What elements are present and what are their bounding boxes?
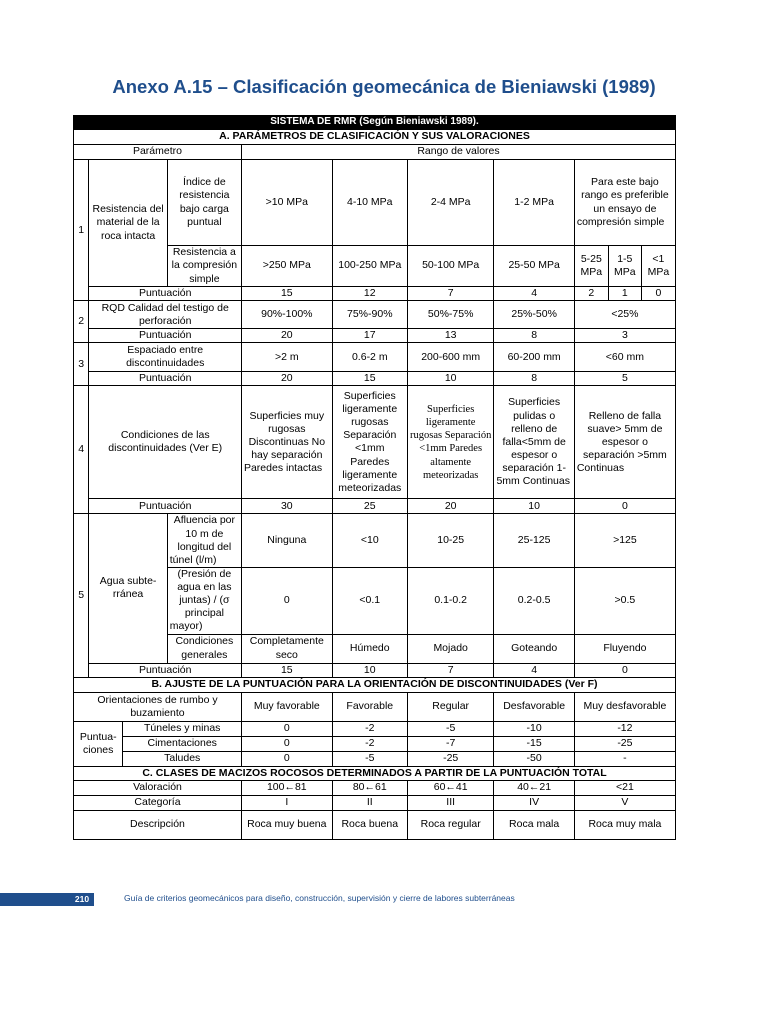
param-3-name: Espaciado entre discontinuidades xyxy=(89,343,242,372)
param-5-name: Agua subte-rránea xyxy=(89,514,167,663)
section-b-value: -25 xyxy=(407,751,494,766)
param-3-puntuacion-label: Puntuación xyxy=(89,372,242,386)
section-b-value: -50 xyxy=(494,751,574,766)
param-1-name: Resistencia del material de la roca intacta xyxy=(89,160,167,287)
param-1-score: 4 xyxy=(494,287,574,301)
param-3-score: 5 xyxy=(574,372,675,386)
param-1-number: 1 xyxy=(74,160,89,301)
section-b-value: -2 xyxy=(332,721,407,736)
param-3-score: 8 xyxy=(494,372,574,386)
param-1-sub2-value: >250 MPa xyxy=(241,246,332,287)
param-3-value: <60 mm xyxy=(574,343,675,372)
section-c-value: Roca mala xyxy=(494,810,574,839)
param-5-value: Húmedo xyxy=(332,634,407,663)
param-1-sub2-value: <1 MPa xyxy=(641,246,675,287)
param-4-number: 4 xyxy=(74,386,89,514)
param-5-value: >125 xyxy=(574,514,675,568)
rmr-table xyxy=(73,115,676,840)
section-b-value: -7 xyxy=(407,736,494,751)
param-3-value: >2 m xyxy=(241,343,332,372)
param-1-sub1-value: 1-2 MPa xyxy=(494,160,574,246)
param-4-score: 20 xyxy=(407,499,494,514)
param-1-sub2-value: 100-250 MPa xyxy=(332,246,407,287)
section-b-col: Desfavorable xyxy=(494,692,574,721)
param-4-value: Superficies muy rugosas Discontinuas No hay separación Paredes intactas xyxy=(241,386,332,499)
param-4-value: Relleno de falla suave> 5mm de espesor o separación >5mm Continuas xyxy=(574,386,675,499)
section-b-col: Favorable xyxy=(332,692,407,721)
section-c-value: III xyxy=(407,795,494,810)
section-b-col: Regular xyxy=(407,692,494,721)
param-1-score: 1 xyxy=(608,287,641,301)
section-b-col: Muy favorable xyxy=(241,692,332,721)
section-b-value: -12 xyxy=(574,721,675,736)
section-a-title: A. PARÁMETROS DE CLASIFICACIÓN Y SUS VALORACIONES xyxy=(74,130,676,145)
param-5-value: Goteando xyxy=(494,634,574,663)
section-b-value: 0 xyxy=(241,721,332,736)
section-b-value: -25 xyxy=(574,736,675,751)
section-b-value: 0 xyxy=(241,751,332,766)
param-5-value: Ninguna xyxy=(241,514,332,568)
section-b-value: 0 xyxy=(241,736,332,751)
param-1-sub1-value: 2-4 MPa xyxy=(407,160,494,246)
param-1-sub2-value: 1-5 MPa xyxy=(608,246,641,287)
footer-text: Guía de criterios geomecánicos para diseño, construcción, supervisión y cierre de labores subterráneas xyxy=(124,893,515,903)
param-5-row-label: (Presión de agua en las juntas) / (σ principal mayor) xyxy=(167,567,241,634)
param-2-value: 75%-90% xyxy=(332,301,407,329)
param-4-score: 10 xyxy=(494,499,574,514)
param-4-name: Condiciones de las discontinuidades (Ver E) xyxy=(89,386,242,499)
section-c-value: 80←61 xyxy=(332,780,407,795)
param-5-number: 5 xyxy=(74,514,89,677)
table-header: SISTEMA DE RMR (Según Bieniawski 1989). xyxy=(74,116,676,130)
param-5-score: 7 xyxy=(407,663,494,677)
section-c-value: <21 xyxy=(574,780,675,795)
page-number: 210 xyxy=(74,894,90,904)
param-5-value: Mojado xyxy=(407,634,494,663)
param-4-score: 30 xyxy=(241,499,332,514)
section-c-value: 40←21 xyxy=(494,780,574,795)
section-c-title: C. CLASES DE MACIZOS ROCOSOS DETERMINADOS A PARTIR DE LA PUNTUACIÓN TOTAL xyxy=(74,766,676,780)
section-c-value: V xyxy=(574,795,675,810)
param-2-value: 50%-75% xyxy=(407,301,494,329)
param-5-value: <0.1 xyxy=(332,567,407,634)
param-4-value: Superficies ligeramente rugosas Separación <1mm Paredes ligeramente meteorizadas xyxy=(332,386,407,499)
section-c-row-label: Descripción xyxy=(74,810,242,839)
param-5-value: 0.1-0.2 xyxy=(407,567,494,634)
param-4-value: Superficies pulidas o relleno de falla<5mm de espesor o separación 1-5mm Continuas xyxy=(494,386,574,499)
param-2-score: 3 xyxy=(574,329,675,343)
section-b-value: -15 xyxy=(494,736,574,751)
section-b-row-label: Túneles y minas xyxy=(123,721,242,736)
section-c-value: 60←41 xyxy=(407,780,494,795)
section-b-value: -5 xyxy=(407,721,494,736)
param-5-score: 10 xyxy=(332,663,407,677)
param-5-value: 0.2-0.5 xyxy=(494,567,574,634)
param-1-score: 15 xyxy=(241,287,332,301)
section-c-value: II xyxy=(332,795,407,810)
section-c-value: Roca muy buena xyxy=(241,810,332,839)
param-5-score: 4 xyxy=(494,663,574,677)
param-5-value: >0.5 xyxy=(574,567,675,634)
section-b-group-label: Puntua-ciones xyxy=(74,721,123,766)
param-1-score: 0 xyxy=(641,287,675,301)
param-5-value: 25-125 xyxy=(494,514,574,568)
section-c-row-label: Categoría xyxy=(74,795,242,810)
param-4-puntuacion-label: Puntuación xyxy=(89,499,242,514)
param-1-sub1-value: 4-10 MPa xyxy=(332,160,407,246)
param-1-score: 7 xyxy=(407,287,494,301)
col-header-rango: Rango de valores xyxy=(241,145,675,160)
param-3-score: 20 xyxy=(241,372,332,386)
param-1-sub2-value: 5-25 MPa xyxy=(574,246,608,287)
section-c-row-label: Valoración xyxy=(74,780,242,795)
param-1-sub1-value: >10 MPa xyxy=(241,160,332,246)
param-5-value: <10 xyxy=(332,514,407,568)
param-1-sub2-value: 50-100 MPa xyxy=(407,246,494,287)
param-3-number: 3 xyxy=(74,343,89,386)
section-c-value: Roca buena xyxy=(332,810,407,839)
param-1-score: 2 xyxy=(574,287,608,301)
page-title: Anexo A.15 – Clasificación geomecánica de Bieniawski (1989) xyxy=(112,76,656,97)
param-4-score: 25 xyxy=(332,499,407,514)
section-c-value: I xyxy=(241,795,332,810)
param-4-value: Superficies ligeramente rugosas Separación <1mm Paredes altamente meteorizadas xyxy=(407,386,494,499)
section-b-head: Orientaciones de rumbo y buzamiento xyxy=(74,692,242,721)
param-5-value: 0 xyxy=(241,567,332,634)
param-5-row-label: Afluencia por 10 m de longitud del túnel (l/m) xyxy=(167,514,241,568)
section-b-value: -2 xyxy=(332,736,407,751)
param-1-sub1-note: Para este bajo rango es preferible un ensayo de compresión simple xyxy=(574,160,675,246)
param-1-sub2-label: Resistencia a la compresión simple xyxy=(167,246,241,287)
param-5-value: 10-25 xyxy=(407,514,494,568)
param-5-row-label: Condiciones generales xyxy=(167,634,241,663)
section-b-value: -5 xyxy=(332,751,407,766)
section-b-row-label: Cimentaciones xyxy=(123,736,242,751)
section-b-title: B. AJUSTE DE LA PUNTUACIÓN PARA LA ORIENTACIÓN DE DISCONTINUIDADES (Ver F) xyxy=(74,677,676,692)
section-b-value: - xyxy=(574,751,675,766)
param-3-value: 200-600 mm xyxy=(407,343,494,372)
param-1-sub2-value: 25-50 MPa xyxy=(494,246,574,287)
param-5-value: Completamente seco xyxy=(241,634,332,663)
param-2-number: 2 xyxy=(74,301,89,343)
param-3-value: 60-200 mm xyxy=(494,343,574,372)
col-header-parametro: Parámetro xyxy=(74,145,242,160)
param-2-score: 17 xyxy=(332,329,407,343)
param-2-name: RQD Calidad del testigo de perforación xyxy=(89,301,242,329)
param-1-puntuacion-label: Puntuación xyxy=(89,287,242,301)
param-4-score: 0 xyxy=(574,499,675,514)
param-3-value: 0.6-2 m xyxy=(332,343,407,372)
param-2-value: 25%-50% xyxy=(494,301,574,329)
param-5-puntuacion-label: Puntuación xyxy=(89,663,242,677)
param-2-value: 90%-100% xyxy=(241,301,332,329)
section-c-value: 100←81 xyxy=(241,780,332,795)
param-5-score: 0 xyxy=(574,663,675,677)
param-2-puntuacion-label: Puntuación xyxy=(89,329,242,343)
param-5-score: 15 xyxy=(241,663,332,677)
section-b-col: Muy desfavorable xyxy=(574,692,675,721)
section-b-row-label: Taludes xyxy=(123,751,242,766)
param-1-sub1-label: Índice de resistencia bajo carga puntual xyxy=(167,160,241,246)
section-b-value: -10 xyxy=(494,721,574,736)
param-1-score: 12 xyxy=(332,287,407,301)
section-c-value: IV xyxy=(494,795,574,810)
param-2-score: 20 xyxy=(241,329,332,343)
section-c-value: Roca muy mala xyxy=(574,810,675,839)
param-2-score: 8 xyxy=(494,329,574,343)
param-2-value: <25% xyxy=(574,301,675,329)
param-2-score: 13 xyxy=(407,329,494,343)
param-3-score: 15 xyxy=(332,372,407,386)
section-c-value: Roca regular xyxy=(407,810,494,839)
param-3-score: 10 xyxy=(407,372,494,386)
param-5-value: Fluyendo xyxy=(574,634,675,663)
